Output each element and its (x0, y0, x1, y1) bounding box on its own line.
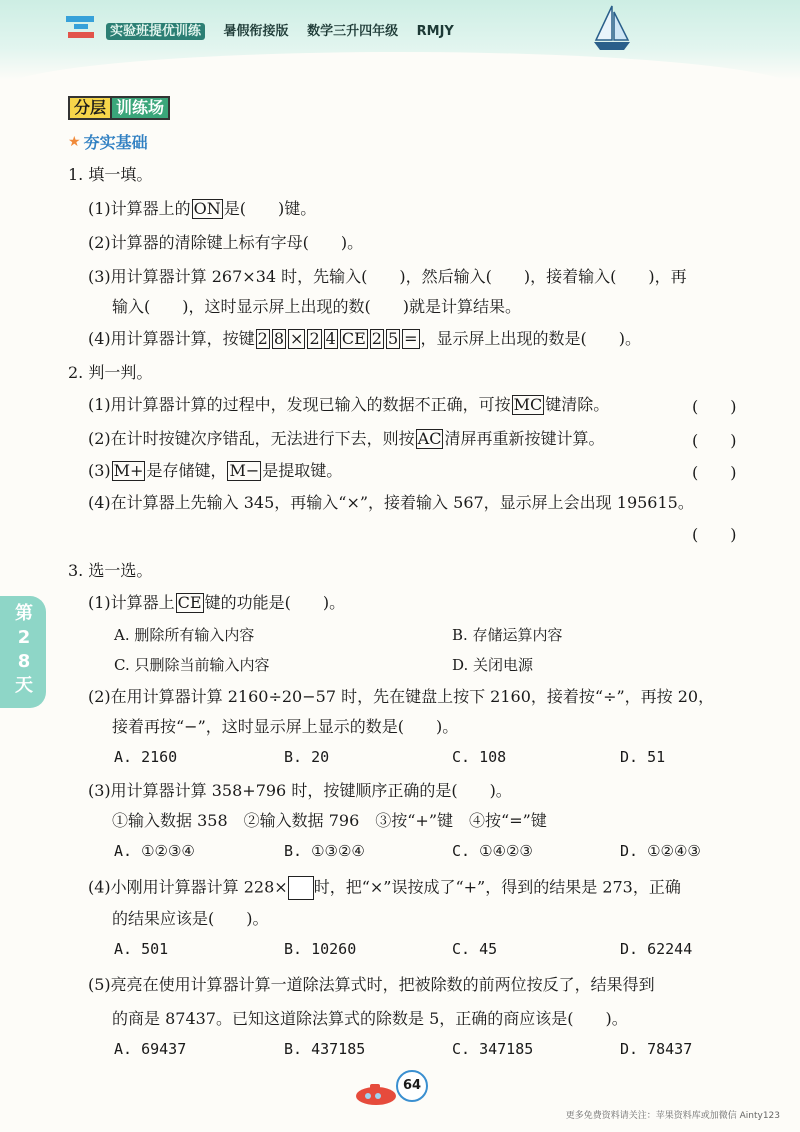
q3-item5-option-b: B. 437185 (284, 1040, 366, 1058)
key-8: 8 (273, 329, 285, 348)
q3-item1 (88, 592, 345, 614)
header-wave (0, 52, 800, 90)
q2-title: 2. 判一判。 (68, 363, 153, 382)
subsection-label: 夯实基础 (83, 133, 148, 152)
q3-item1-option-c: C. 只删除当前输入内容 (114, 656, 270, 674)
q3-item3-steps: ①输入数据 358 ②输入数据 796 ③按“+”键 ④按“=”键 (112, 811, 547, 830)
mc-key: MC (513, 395, 543, 414)
q3-item5-option-a: A. 69437 (114, 1040, 187, 1058)
header-edition: 暑假衔接版 (223, 24, 289, 39)
q2-item3-text-a: (3) (88, 461, 111, 480)
q2-item3-answer: ( ) (692, 463, 737, 482)
q3-item3-option-a: A. ①②③④ (114, 842, 195, 860)
q3-title: 3. 选一选。 (68, 561, 153, 580)
q2-item1-text-a: (1)用计算器计算的过程中，发现已输入的数据不正确，可按 (88, 395, 511, 414)
header-brand: 实验班提优训练 (106, 23, 205, 40)
day-side-tab-label: 第28天 (15, 603, 33, 696)
key-2c: 2 (371, 329, 382, 348)
ac-key: AC (417, 429, 442, 448)
q3-item2-option-b: B. 20 (284, 748, 330, 766)
q2-item4: (4)在计算器上先输入 345，再输入“×”，接着输入 567，显示屏上会出现 195615。 (88, 493, 694, 512)
q3-item1-option-a: A. 删除所有输入内容 (114, 626, 255, 644)
q3-item2-option-a: A. 2160 (114, 748, 178, 766)
q3-item2-option-c: C. 108 (452, 748, 507, 766)
q3-item4-text-a: (4)小刚用计算器计算 228× (88, 877, 288, 897)
q1-item2: (2)计算器的清除键上标有字母( )。 (88, 233, 364, 252)
q2-item2-text-b: 清屏再重新按键计算。 (444, 429, 605, 448)
q1-title: 1. 填一填。 (68, 165, 153, 184)
q3-item1-option-b: B. 存储运算内容 (452, 626, 563, 644)
q3-item2-cont: 接着再按“−”，这时显示屏上显示的数是( )。 (112, 717, 459, 736)
q3-item4-option-a: A. 501 (114, 940, 169, 958)
section-title-part1: 分层 (68, 96, 112, 120)
ce-key: CE (177, 593, 202, 612)
section-title (68, 96, 170, 120)
q3-item5: (5)亮亮在使用计算器计算一道除法算式时，把被除数的前两位按反了，结果得到 (88, 975, 655, 994)
q3-item3-option-b: B. ①③②④ (284, 842, 365, 860)
q1-item3: (3)用计算器计算 267×34 时，先输入( )，然后输入( )，接着输入( )，再 (88, 267, 687, 286)
submarine-icon (352, 1080, 400, 1108)
q3-item5-option-d: D. 78437 (620, 1040, 693, 1058)
q2-item2 (88, 428, 604, 450)
key-equals: = (404, 329, 418, 348)
q2-item1-answer: ( ) (692, 397, 737, 416)
q2-item3-text-b: 是存储键， (146, 461, 227, 480)
q2-item3 (88, 460, 342, 482)
key-4: 4 (325, 329, 336, 348)
subsection-heading (68, 130, 148, 153)
m-minus-key: M− (229, 461, 260, 480)
q1-item3-cont: 输入( )，这时显示屏上出现的数( )就是计算结果。 (112, 297, 521, 316)
day-side-tab (0, 596, 46, 708)
q2-item2-answer: ( ) (692, 431, 737, 450)
q3-item4-text-b: 时，把“×”误按成了“+”，得到的结果是 273，正确 (313, 877, 681, 897)
q3-item4-option-d: D. 62244 (620, 940, 693, 958)
q2-item1-text-b: 键清除。 (545, 395, 610, 414)
key-multiply: × (290, 329, 304, 348)
q2-item2-text-a: (2)在计时按键次序错乱，无法进行下去，则按 (88, 429, 415, 448)
q3-item4 (88, 876, 681, 900)
q1-item1-text-b: 是( )键。 (223, 199, 317, 218)
m-plus-key: M+ (113, 461, 144, 480)
q3-item5-option-c: C. 347185 (452, 1040, 534, 1058)
sailboat-icon (590, 4, 634, 54)
book-logo-icon (64, 10, 98, 44)
q1-item4-text-a: (4)用计算器计算，按键 (88, 329, 255, 348)
header-publisher: RMJY (416, 24, 454, 39)
page-header (0, 0, 800, 80)
q2-item4-answer: ( ) (692, 525, 737, 544)
star-icon: ★ (68, 133, 81, 150)
key-2: 2 (257, 329, 268, 348)
q1-item1 (88, 198, 316, 220)
section-title-part2: 训练场 (112, 96, 170, 120)
q2-item3-text-c: 是提取键。 (262, 461, 343, 480)
header-subject: 数学三升四年级 (307, 24, 399, 39)
q1-item4 (88, 328, 641, 350)
q3-item4-option-c: C. 45 (452, 940, 498, 958)
footer-note: 更多免费资料请关注：苹果资料库或加微信 Ainty123 (565, 1111, 780, 1121)
q3-item3-option-d: D. ①②④③ (620, 842, 701, 860)
key-5: 5 (387, 329, 399, 348)
q3-item1-option-d: D. 关闭电源 (452, 656, 534, 674)
q3-item4-cont: 的结果应该是( )。 (112, 909, 269, 928)
on-key: ON (193, 199, 221, 218)
page-number: 64 (396, 1070, 428, 1102)
q3-item5-cont: 的商是 87437。已知这道除法算式的除数是 5，正确的商应该是( )。 (112, 1009, 628, 1028)
q2-item1 (88, 394, 609, 416)
q3-item1-text-a: (1)计算器上 (88, 593, 175, 612)
q3-item2: (2)在用计算器计算 2160÷20−57 时，先在键盘上按下 2160，接着按“÷”，再按 20， (88, 687, 715, 706)
q1-item4-text-b: ，显示屏上出现的数是( )。 (420, 329, 642, 348)
header-text (106, 20, 468, 39)
q3-item1-text-b: 键的功能是( )。 (204, 593, 346, 612)
key-ce: CE (341, 329, 366, 348)
key-2b: 2 (309, 329, 320, 348)
q3-item3: (3)用计算器计算 358+796 时，按键顺序正确的是( )。 (88, 781, 512, 800)
q3-item4-option-b: B. 10260 (284, 940, 357, 958)
q3-item2-option-d: D. 51 (620, 748, 666, 766)
q3-item4-blank-box (288, 876, 314, 900)
q1-item1-text-a: (1)计算器上的 (88, 199, 191, 218)
q3-item3-option-c: C. ①④②③ (452, 842, 533, 860)
